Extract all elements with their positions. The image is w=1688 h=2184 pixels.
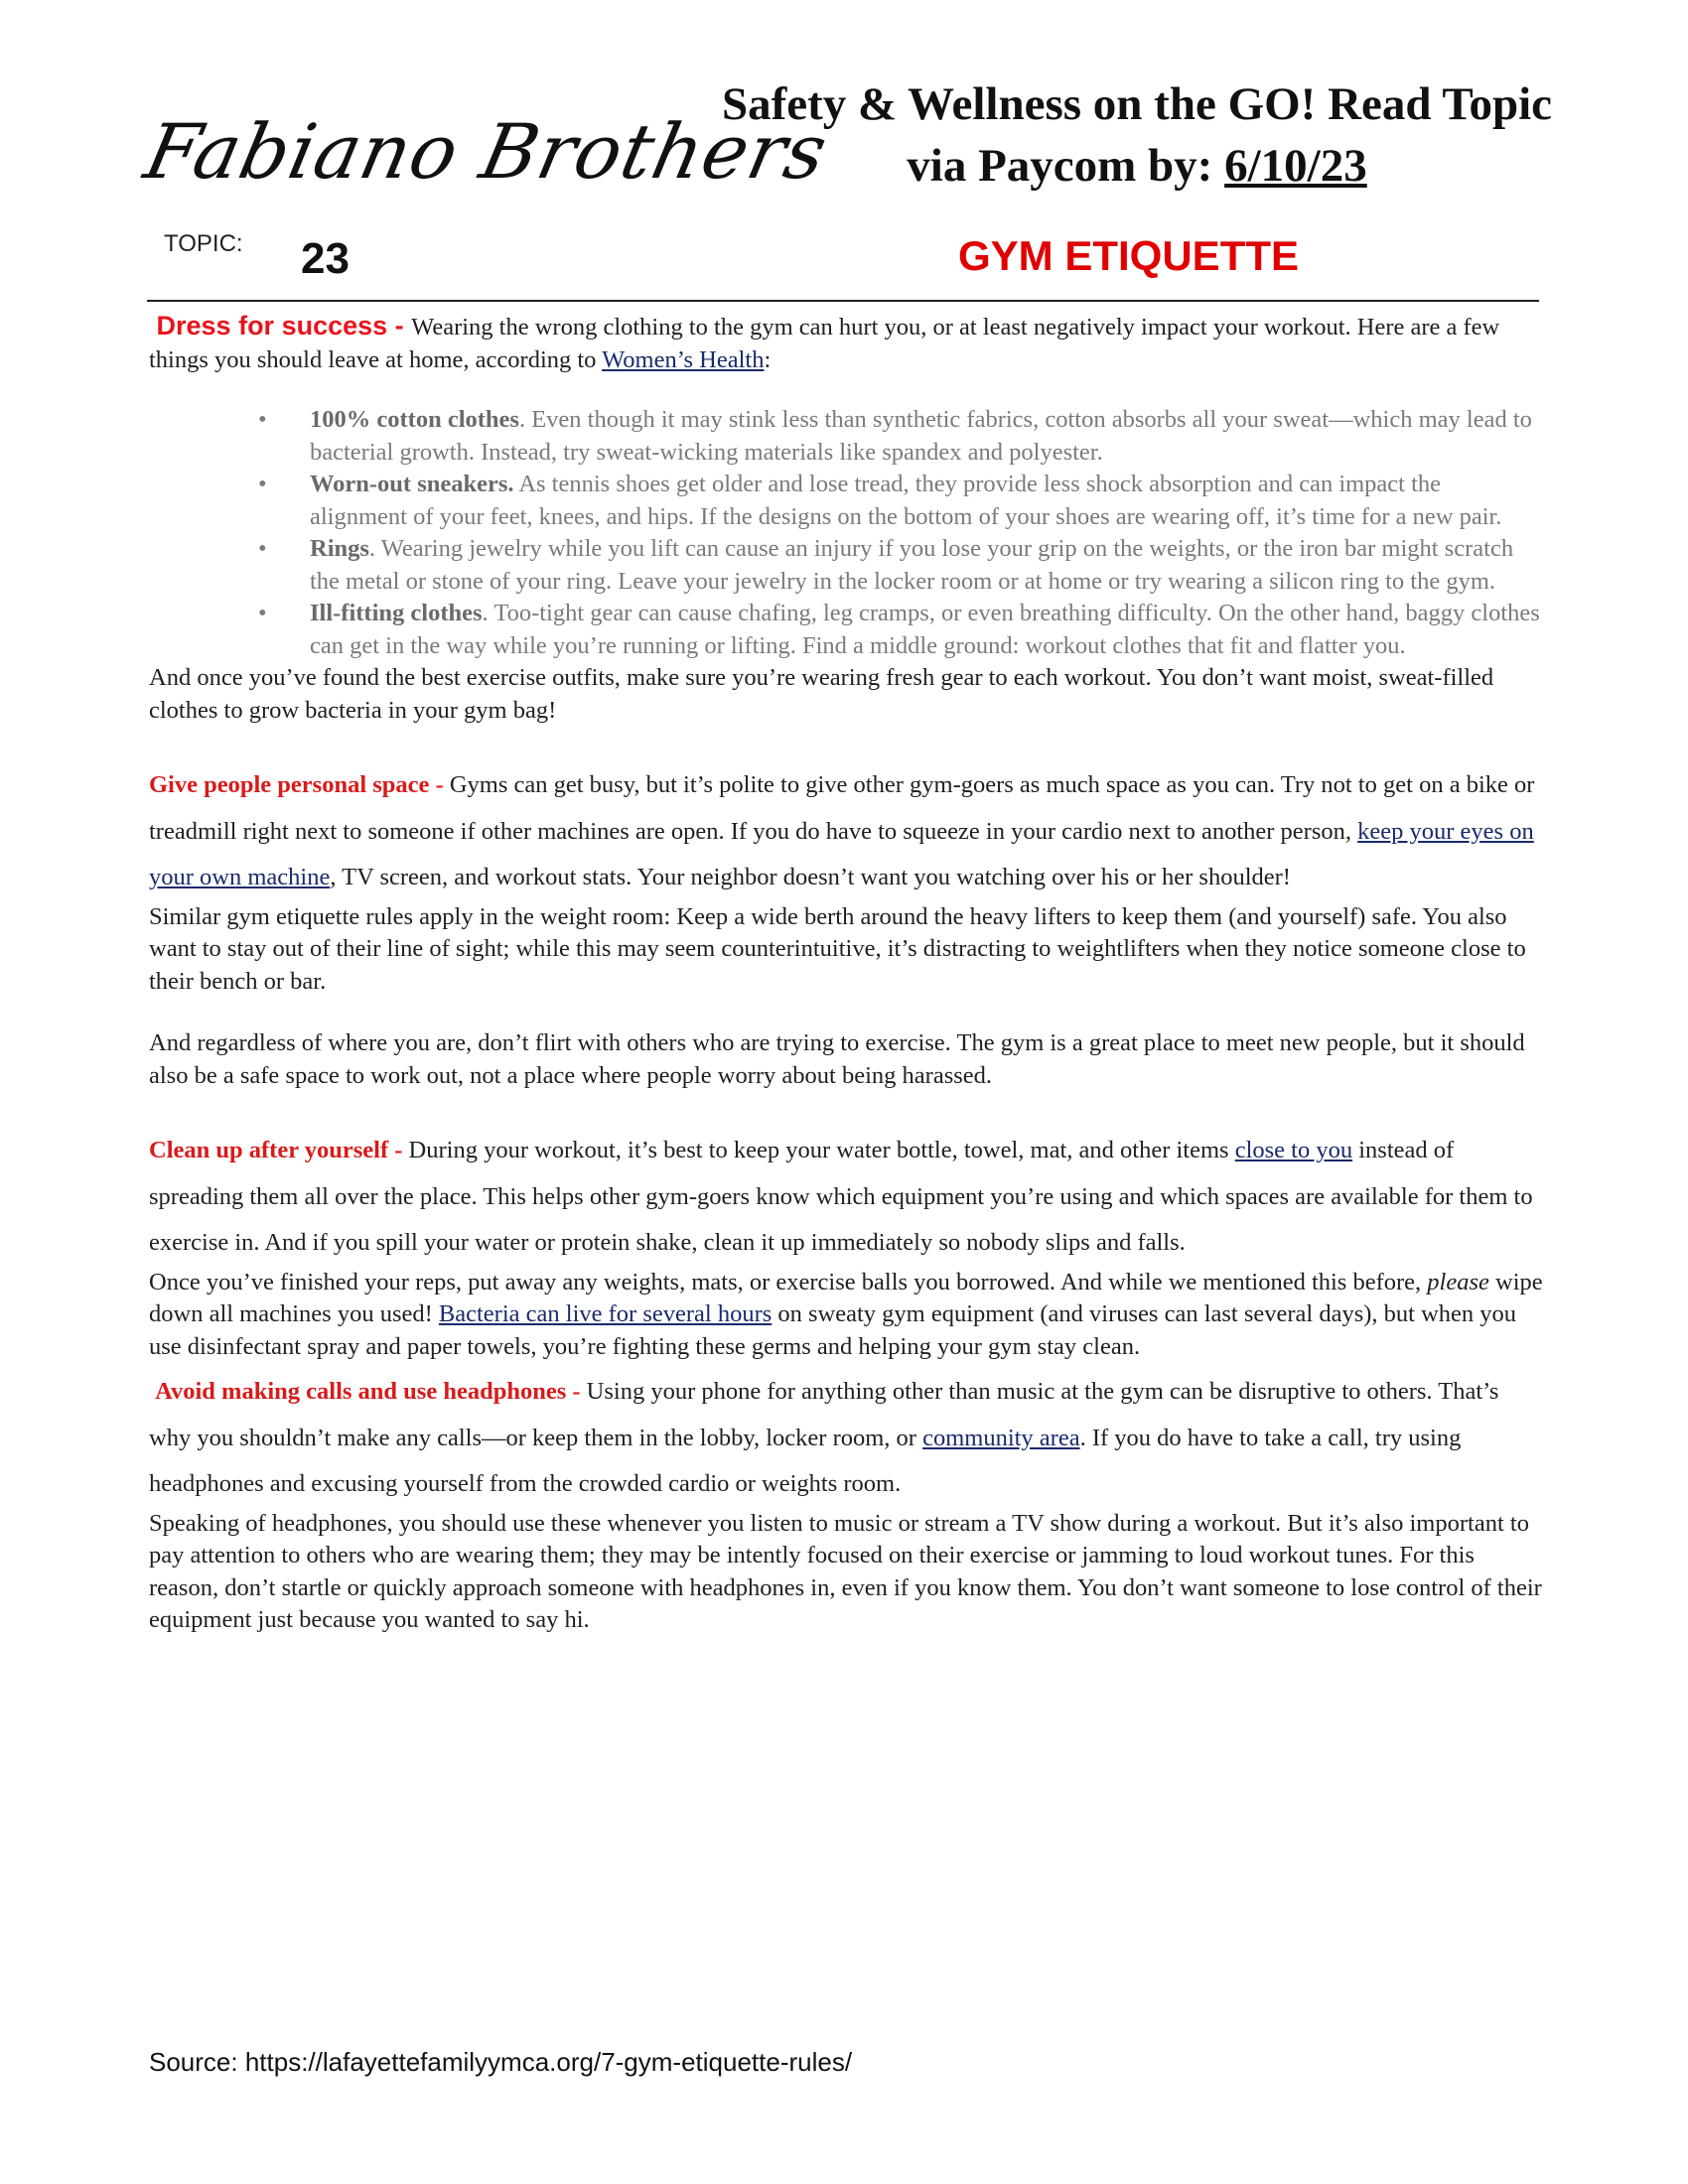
clean-up-heading: Clean up after yourself <box>149 1137 389 1163</box>
title-line-2-prefix: via Paycom by: <box>907 140 1225 192</box>
bullet-text: . Wearing jewelry while you lift can cause an injury if you lose your grip on the weights, or the iron bar might scratch the metal or stone of your ring. Leave your jewelry in the locker room or at home or try wearing a silicon ring to the gym. <box>310 535 1514 595</box>
bullet-text: . Even though it may stink less than synthetic fabrics, cotton absorbs all your sweat—which may lead to bacterial growth. Instead, try sweat-wicking materials like spandex and polyester. <box>310 406 1532 466</box>
personal-space-text-end: , TV screen, and workout stats. Your neighbor doesn’t want you watching over his or her shoulder! <box>330 864 1291 890</box>
womens-health-link[interactable]: Women’s Health <box>602 345 765 373</box>
wipe-down-paragraph <box>149 1267 1544 1364</box>
article-body <box>149 310 1544 1637</box>
list-item <box>310 404 1544 469</box>
clean-up-text: During your workout, it’s best to keep your water bottle, towel, mat, and other items <box>408 1137 1235 1163</box>
wipe-down-text-a: Once you’ve finished your reps, put away any weights, mats, or exercise balls you borrowed. And while we mentioned this before, <box>149 1268 1428 1296</box>
header-divider <box>147 300 1539 302</box>
close-to-you-link[interactable]: close to you <box>1234 1137 1353 1163</box>
topic-title: GYM ETIQUETTE <box>958 232 1300 279</box>
weight-room-paragraph: Similar gym etiquette rules apply in the weight room: Keep a wide berth around the heavy lifters to keep them (and yourself) safe. You also want to stay out of their line of sight; while this may seem counterintuitive, it’s distracting to weightlifters when they notice someone close to their bench or bar. <box>149 902 1526 995</box>
title-line-2 <box>675 135 1599 197</box>
flirting-paragraph: And regardless of where you are, don’t flirt with others who are trying to exercise. The gym is a great place to meet new people, but it should also be a safe space to work out, not a place where people worry about being harassed. <box>149 1029 1525 1089</box>
source-citation: Source: https://lafayettefamilyymca.org/7-gym-etiquette-rules/ <box>149 2047 853 2077</box>
page-title <box>675 73 1599 197</box>
calls-text: Using your phone for anything other than music at the gym can be disruptive to others. That’s why you shouldn’t make any calls—or keep them in the lobby, locker room, or <box>149 1378 1499 1451</box>
clothing-bullet-list <box>149 404 1544 662</box>
clean-up-paragraph <box>149 1128 1544 1267</box>
company-logo: Fabiano Brothers <box>137 107 836 196</box>
bullet-text: As tennis shoes get older and lose tread, they provide less shock absorption and can impact the alignment of your feet, knees, and hips. If the designs on the bottom of your shoes are wearing off, it’s time for a new pair. <box>310 471 1502 530</box>
dress-closing-paragraph: And once you’ve found the best exercise outfits, make sure you’re wearing fresh gear to each workout. You don’t want moist, sweat-filled clothes to grow bacteria in your gym bag! <box>149 664 1494 724</box>
calls-paragraph <box>149 1369 1544 1508</box>
bullet-term: 100% cotton clothes <box>310 406 519 433</box>
bullet-term: Rings <box>310 535 369 562</box>
bullet-term: Ill-fitting clothes <box>310 600 483 626</box>
community-area-link[interactable]: community area <box>922 1424 1080 1451</box>
list-item <box>310 469 1544 533</box>
bullet-term: Worn-out sneakers. <box>310 471 514 497</box>
personal-space-heading: Give people personal space <box>149 771 430 798</box>
headphones-paragraph: Speaking of headphones, you should use these whenever you listen to music or stream a TV show during a workout. But it’s also important to pay attention to others who are wearing them; they may be intently focused on their exercise or jamming to loud workout tunes. For this reason, don’t startle or quickly approach someone with headphones in, even if you know them. You don’t want someone to lose control of their equipment just because you wanted to say hi. <box>149 1509 1542 1633</box>
dress-intro-text: Wearing the wrong clothing to the gym can hurt you, or at least negatively impact your workout. Here are a few things you should leave at home, according to <box>149 314 1500 373</box>
heading-dash: - <box>387 311 412 341</box>
list-item <box>310 598 1544 662</box>
list-item <box>310 533 1544 598</box>
dress-for-success-heading: Dress for success <box>156 311 388 341</box>
calls-text-end: . If you do have to take a call, try using headphones and excusing yourself from the crowded cardio or weights room. <box>149 1424 1462 1497</box>
wipe-down-text-c: on sweaty gym equipment (and viruses can last several days), but when you use disinfectant spray and paper towels, you’re fighting these germs and helping your gym stay clean. <box>149 1300 1517 1360</box>
due-date: 6/10/23 <box>1224 140 1367 192</box>
personal-space-text: Gyms can get busy, but it’s polite to give other gym-goers as much space as you can. Try not to get on a bike or treadmill right next to someone if other machines are open. If you do have to squeeze in your cardio next to another person, <box>149 771 1535 845</box>
clean-up-text-end: instead of spreading them all over the place. This helps other gym-goers know which equipment you’re using and which spaces are available for them to exercise in. And if you spill your water or protein shake, clean it up immediately so nobody slips and falls. <box>149 1137 1533 1256</box>
title-line-1: Safety & Wellness on the GO! Read Topic <box>721 78 1553 130</box>
keep-eyes-link[interactable]: keep your eyes on your own machine <box>149 817 1534 890</box>
personal-space-paragraph <box>149 762 1544 901</box>
wipe-down-text-b: wipe down all machines you used! <box>149 1268 1543 1327</box>
avoid-calls-heading: Avoid making calls and use headphones <box>155 1378 567 1405</box>
heading-dash: - <box>429 771 450 798</box>
topic-label: TOPIC: <box>164 230 243 257</box>
bullet-text: . Too-tight gear can cause chafing, leg cramps, or even breathing difficulty. On the other hand, baggy clothes can get in the way while you’re running or lifting. Find a middle ground: workout clothes that fit and flatter you. <box>310 600 1540 659</box>
heading-dash: - <box>388 1137 409 1163</box>
dress-intro-end: : <box>764 345 772 373</box>
dress-intro-paragraph <box>149 310 1544 376</box>
heading-dash: - <box>566 1378 587 1405</box>
please-emphasis: please <box>1427 1268 1489 1296</box>
bacteria-link[interactable]: Bacteria can live for several hours <box>438 1300 773 1327</box>
topic-number: 23 <box>301 234 350 283</box>
